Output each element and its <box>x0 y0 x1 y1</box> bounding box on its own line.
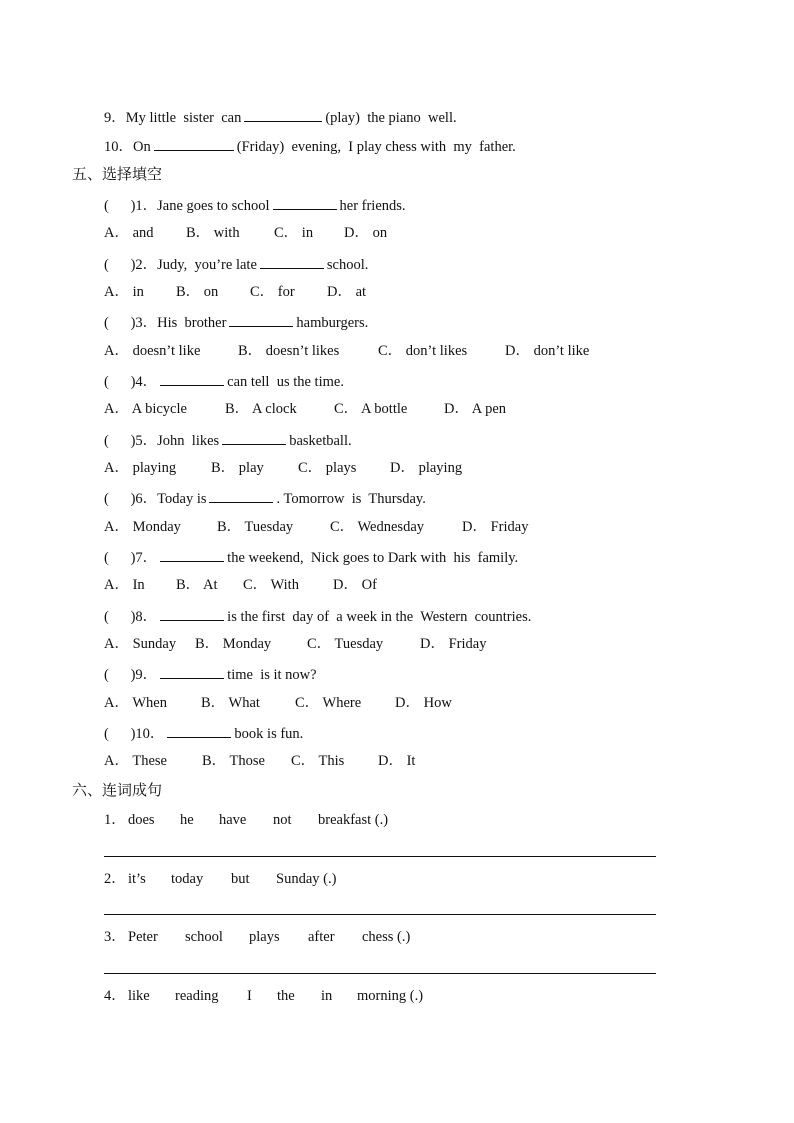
scrambled-word: morning (.) <box>357 988 424 1004</box>
option-b[interactable]: B． with <box>186 225 240 241</box>
fill-item-text: 9．My little sister can <box>104 110 242 126</box>
scrambled-word: today <box>171 871 204 887</box>
option-a[interactable]: A． in <box>104 284 144 300</box>
answer-line[interactable] <box>104 973 656 974</box>
scrambled-word: breakfast (.) <box>318 812 389 828</box>
question-stem-end: basketball. <box>289 433 352 449</box>
question-stem: ( )6．Today is <box>104 491 207 507</box>
option-d[interactable]: D． Friday <box>462 519 529 535</box>
section-5-title: 五、选择填空 <box>72 165 163 183</box>
question-stem: ( )5．John likes <box>104 433 220 449</box>
option-c[interactable]: C． Wednesday <box>330 519 425 535</box>
option-d[interactable]: D． It <box>378 753 416 769</box>
question-stem-end: can tell us the time. <box>227 374 344 390</box>
answer-blank[interactable] <box>273 195 337 210</box>
answer-blank[interactable] <box>154 136 234 151</box>
question-stem-end: . Tomorrow is Thursday. <box>276 491 426 507</box>
option-d[interactable]: D． Of <box>333 577 377 593</box>
question-2 <box>104 254 368 274</box>
answer-blank[interactable] <box>160 606 224 621</box>
answer-line[interactable] <box>104 914 656 915</box>
question-stem: ( )10． <box>104 726 165 742</box>
answer-blank[interactable] <box>160 664 224 679</box>
question-stem: ( )7． <box>104 550 158 566</box>
question-1 <box>104 195 406 215</box>
option-b[interactable]: B． on <box>176 284 219 300</box>
option-b[interactable]: B． Those <box>202 753 265 769</box>
option-a[interactable]: A． and <box>104 225 154 241</box>
answer-blank[interactable] <box>160 547 224 562</box>
scrambled-word: not <box>273 812 292 828</box>
answer-blank[interactable] <box>229 312 293 327</box>
option-a[interactable]: A． doesn’t like <box>104 343 201 359</box>
option-b[interactable]: B． At <box>176 577 218 593</box>
option-d[interactable]: D． don’t like <box>505 343 590 359</box>
question-stem-end: the weekend, Nick goes to Dark with his family. <box>227 550 519 566</box>
option-a[interactable]: A． Monday <box>104 519 181 535</box>
question-5 <box>104 430 352 450</box>
fill-item-10 <box>104 136 516 156</box>
answer-blank[interactable] <box>160 371 224 386</box>
question-stem-end: hamburgers. <box>296 315 369 331</box>
question-8 <box>104 606 531 626</box>
answer-blank[interactable] <box>209 488 273 503</box>
answer-blank[interactable] <box>167 723 231 738</box>
scrambled-word: I <box>247 988 252 1004</box>
question-9 <box>104 664 317 684</box>
question-stem-end: time is it now? <box>227 667 317 683</box>
scrambled-word: like <box>128 988 150 1004</box>
fill-item-text: 10．On <box>104 139 151 155</box>
scrambled-word: he <box>180 812 194 828</box>
question-3 <box>104 312 368 332</box>
question-stem: ( )3．His brother <box>104 315 227 331</box>
option-c[interactable]: C． This <box>291 753 345 769</box>
option-a[interactable]: A． Sunday <box>104 636 177 652</box>
answer-blank[interactable] <box>260 254 324 269</box>
question-6 <box>104 488 426 508</box>
option-b[interactable]: B． play <box>211 460 264 476</box>
option-c[interactable]: C． plays <box>298 460 357 476</box>
fill-item-text: (Friday) evening, I play chess with my father. <box>236 139 516 155</box>
question-stem-end: school. <box>326 257 369 273</box>
question-stem: ( )9． <box>104 667 158 683</box>
option-b[interactable]: B． Monday <box>195 636 272 652</box>
scrambled-word: have <box>219 812 247 828</box>
scrambled-word: reading <box>175 988 219 1004</box>
option-d[interactable]: D． How <box>395 695 452 711</box>
option-c[interactable]: C． With <box>243 577 299 593</box>
scrambled-word: after <box>308 929 335 945</box>
sentence-number: 1． <box>104 812 126 828</box>
scrambled-word: the <box>277 988 295 1004</box>
scrambled-word: it’s <box>128 871 146 887</box>
option-c[interactable]: C． A bottle <box>334 401 408 417</box>
section-6-title: 六、连词成句 <box>72 781 163 799</box>
question-7 <box>104 547 518 567</box>
option-d[interactable]: D． Friday <box>420 636 487 652</box>
option-c[interactable]: C． don’t likes <box>378 343 468 359</box>
fill-item-9 <box>104 107 457 127</box>
sentence-number: 4． <box>104 988 126 1004</box>
fill-item-text: (play) the piano well. <box>325 110 457 126</box>
scrambled-word: Sunday (.) <box>276 871 337 887</box>
scrambled-word: Peter <box>128 929 158 945</box>
option-d[interactable]: D． A pen <box>444 401 507 417</box>
answer-blank[interactable] <box>244 107 322 122</box>
option-a[interactable]: A． When <box>104 695 167 711</box>
question-10 <box>104 723 303 743</box>
question-stem-end: her friends. <box>339 198 406 214</box>
question-stem: ( )2．Judy, you’re late <box>104 257 257 273</box>
option-b[interactable]: B． A clock <box>225 401 297 417</box>
option-a[interactable]: A． playing <box>104 460 177 476</box>
option-d[interactable]: D． at <box>327 284 367 300</box>
question-4 <box>104 371 344 391</box>
option-a[interactable]: A． In <box>104 577 145 593</box>
option-c[interactable]: C． for <box>250 284 295 300</box>
option-b[interactable]: B． doesn’t likes <box>238 343 340 359</box>
option-d[interactable]: D． playing <box>390 460 463 476</box>
option-c[interactable]: C． Where <box>295 695 362 711</box>
scrambled-word: does <box>128 812 155 828</box>
scrambled-word: in <box>321 988 333 1004</box>
answer-blank[interactable] <box>222 430 286 445</box>
option-c[interactable]: C． in <box>274 225 314 241</box>
sentence-number: 2． <box>104 871 126 887</box>
option-c[interactable]: C． Tuesday <box>307 636 384 652</box>
scrambled-word: plays <box>249 929 280 945</box>
option-a[interactable]: A． A bicycle <box>104 401 187 417</box>
sentence-number: 3． <box>104 929 126 945</box>
option-b[interactable]: B． What <box>201 695 260 711</box>
question-stem: ( )8． <box>104 609 158 625</box>
scrambled-word: but <box>231 871 250 887</box>
question-stem: ( )4． <box>104 374 158 390</box>
scrambled-word: chess (.) <box>362 929 411 945</box>
question-stem-end: book is fun. <box>234 726 304 742</box>
question-stem: ( )1．Jane goes to school <box>104 198 270 214</box>
question-stem-end: is the first day of a week in the Western countries. <box>227 609 532 625</box>
option-b[interactable]: B． Tuesday <box>217 519 294 535</box>
answer-line[interactable] <box>104 856 656 857</box>
option-d[interactable]: D． on <box>344 225 388 241</box>
option-a[interactable]: A． These <box>104 753 167 769</box>
scrambled-word: school <box>185 929 223 945</box>
